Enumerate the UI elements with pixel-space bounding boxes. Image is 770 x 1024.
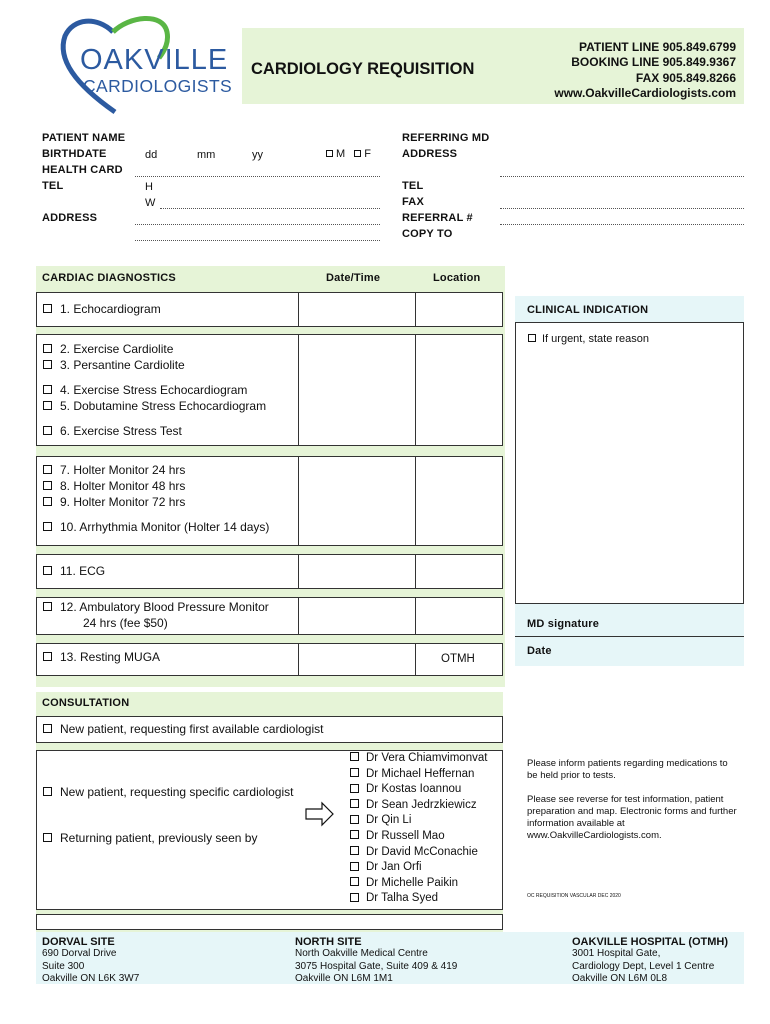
arrow-right-icon	[305, 801, 335, 827]
logo-text-2: CARDIOLOGISTS	[83, 76, 233, 96]
form-code: OC REQUISITION VASCULAR DEC 2020	[527, 893, 621, 899]
logo-text-1: OAKVILLE	[80, 44, 229, 76]
referral-number-label: REFERRAL #	[402, 212, 473, 224]
test-item-6[interactable]: 6. Exercise Stress Test	[43, 424, 182, 440]
muga-location: OTMH	[441, 653, 475, 665]
logo	[55, 14, 233, 124]
site-dorval: DORVAL SITE 690 Dorval Drive Suite 300 Oakville ON L6K 3W7	[42, 936, 140, 984]
site-north: NORTH SITE North Oakville Medical Centre 3075 Hospital Gate, Suite 409 & 419 Oakville ON L6M 1M1	[295, 936, 458, 984]
doctor-option[interactable]: Dr Qin Li	[350, 813, 487, 829]
reverse-note: Please see reverse for test information, patient preparation and map. Electronic forms and further information available at www.OakvilleCardiologists.com.	[527, 794, 737, 841]
mm-label: mm	[197, 149, 216, 161]
doctor-list	[350, 751, 487, 907]
location-header: Location	[433, 272, 481, 284]
doctor-option[interactable]: Dr Sean Jedrzkiewicz	[350, 798, 487, 814]
address-label: ADDRESS	[42, 212, 98, 224]
patient-line: PATIENT LINE 905.849.6799	[579, 40, 736, 54]
first-available-option[interactable]: New patient, requesting first available cardiologist	[43, 722, 323, 738]
ref-address-label: ADDRESS	[402, 148, 458, 160]
referring-md-label: REFERRING MD	[402, 132, 490, 144]
date-label: Date	[527, 645, 552, 657]
ecg-group	[36, 554, 503, 589]
diagnostics-header: CARDIAC DIAGNOSTICS	[42, 272, 176, 284]
urgent-option[interactable]: If urgent, state reason	[528, 333, 649, 345]
consultation-notes-field[interactable]	[36, 914, 503, 930]
holter-group	[36, 456, 503, 546]
patient-name-label: PATIENT NAME	[42, 132, 126, 144]
sex-f-checkbox[interactable]	[354, 150, 361, 157]
test-item-4[interactable]: 4. Exercise Stress Echocardiogram	[43, 383, 247, 399]
test-item-9[interactable]: 9. Holter Monitor 72 hrs	[43, 495, 185, 511]
test-item-1[interactable]: 1. Echocardiogram	[43, 302, 161, 318]
health-card-label: HEALTH CARD	[42, 164, 123, 176]
sex-m-checkbox[interactable]	[326, 150, 333, 157]
cardiolite-group	[36, 334, 503, 446]
test-item-2[interactable]: 2. Exercise Cardiolite	[43, 342, 173, 358]
dd-label: dd	[145, 149, 158, 161]
checkbox-icon[interactable]	[43, 304, 52, 313]
specific-option[interactable]: New patient, requesting specific cardiologist	[43, 785, 293, 801]
ref-tel-label: TEL	[402, 180, 424, 192]
consultation-header: CONSULTATION	[42, 697, 130, 709]
health-card-field[interactable]	[135, 176, 380, 177]
muga-group	[36, 643, 503, 676]
tel-label: TEL	[42, 180, 64, 192]
booking-line: BOOKING LINE 905.849.9367	[571, 55, 736, 70]
doctor-option[interactable]: Dr Kostas Ioannou	[350, 782, 487, 798]
medication-note: Please inform patients regarding medications to be held prior to tests.	[527, 758, 728, 781]
doctor-option[interactable]: Dr Vera Chiamvimonvat	[350, 751, 487, 767]
sex-selector	[326, 148, 371, 160]
doctor-option[interactable]: Dr Talha Syed	[350, 891, 487, 907]
md-signature-label: MD signature	[527, 618, 600, 630]
returning-option[interactable]: Returning patient, previously seen by	[43, 831, 257, 847]
doctor-option[interactable]: Dr Michelle Paikin	[350, 876, 487, 892]
ref-address-field[interactable]	[500, 176, 744, 177]
referral-number-field[interactable]	[500, 208, 744, 209]
doctor-option[interactable]: Dr Jan Orfi	[350, 860, 487, 876]
test-item-12[interactable]: 12. Ambulatory Blood Pressure Monitor	[43, 600, 269, 616]
test-item-8[interactable]: 8. Holter Monitor 48 hrs	[43, 479, 185, 495]
copy-to-field[interactable]	[500, 224, 744, 225]
sex-m-label: M	[336, 148, 346, 160]
test-item-10[interactable]: 10. Arrhythmia Monitor (Holter 14 days)	[43, 520, 269, 536]
site-otmh: OAKVILLE HOSPITAL (OTMH) 3001 Hospital Gate, Cardiology Dept, Level 1 Centre Oakville ON L6M 0L8	[572, 936, 729, 984]
copy-to-label: COPY TO	[402, 228, 453, 240]
test-item-7[interactable]: 7. Holter Monitor 24 hrs	[43, 463, 185, 479]
md-signature-field[interactable]	[515, 636, 744, 637]
sex-f-label: F	[364, 148, 371, 160]
doctor-option[interactable]: Dr Michael Heffernan	[350, 767, 487, 783]
fax-line: FAX 905.849.8266	[635, 70, 736, 85]
test-item-11[interactable]: 11. ECG	[43, 564, 105, 580]
doctor-option[interactable]: Dr David McConachie	[350, 845, 487, 861]
birthdate-label: BIRTHDATE	[42, 148, 107, 160]
ref-fax-label: FAX	[402, 196, 424, 208]
date-time-header: Date/Time	[326, 272, 381, 284]
doctor-option[interactable]: Dr Russell Mao	[350, 829, 487, 845]
tel-home-label: H	[145, 181, 153, 193]
abpm-group	[36, 597, 503, 635]
test-item-5[interactable]: 5. Dobutamine Stress Echocardiogram	[43, 399, 266, 415]
page-title: CARDIOLOGY REQUISITION	[251, 60, 475, 78]
tel-work-field[interactable]	[160, 208, 380, 209]
tel-work-label: W	[145, 197, 156, 209]
first-available-box	[36, 716, 503, 743]
contact-block	[554, 40, 736, 101]
test-item-13[interactable]: 13. Resting MUGA	[43, 650, 160, 666]
address-field-2[interactable]	[135, 240, 380, 241]
clinical-indication-header: CLINICAL INDICATION	[527, 304, 649, 316]
yy-label: yy	[252, 149, 263, 161]
address-field-1[interactable]	[135, 224, 380, 225]
test-item-3[interactable]: 3. Persantine Cardiolite	[43, 358, 185, 374]
website-link[interactable]: www.OakvilleCardiologists.com	[554, 85, 736, 100]
echo-group	[36, 292, 503, 327]
test-item-12-sub: 24 hrs (fee $50)	[83, 616, 168, 630]
clinical-indication-box[interactable]	[515, 322, 744, 604]
